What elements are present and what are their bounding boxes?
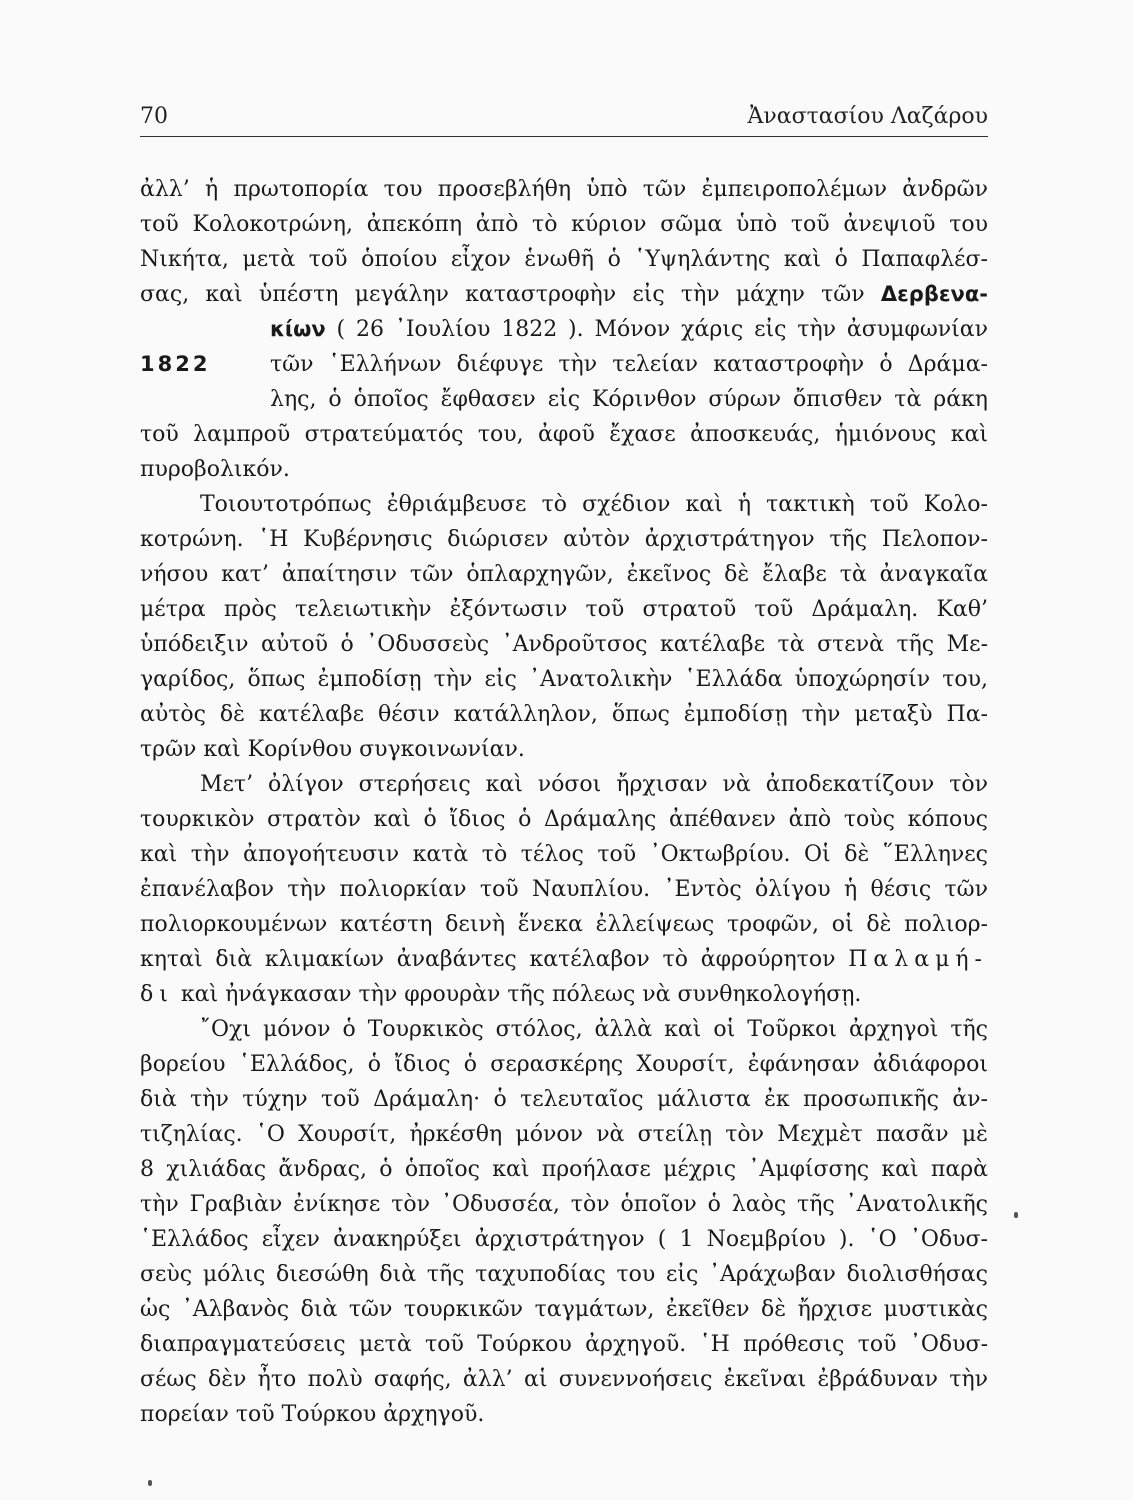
text-line bbox=[140, 312, 988, 347]
ink-speck bbox=[148, 1480, 152, 1486]
text-segment: ( 26 ᾿Ιουλίου 1822 ). Μόνον χάρις εἰς τὴν ἀσυμφωνίαν bbox=[325, 317, 988, 342]
text-line bbox=[140, 347, 988, 382]
text-line: τρῶν καὶ Κορίνθου συγκοινωνίαν. bbox=[140, 737, 525, 762]
text-line: διὰ τὴν τύχην τοῦ Δράμαλη· ὁ τελευταῖος μάλιστα ἐκ προσωπικῆς ἀν- bbox=[140, 1087, 988, 1112]
text-line: σεὺς μόλις διεσώθη διὰ τῆς ταχυποδίας του εἰς ᾿Αράχωβαν διολισθήσας bbox=[140, 1262, 988, 1287]
spaced-place-name: δι bbox=[140, 982, 174, 1007]
text-line: Νικήτα, μετὰ τοῦ ὁποίου εἶχον ἑνωθῆ ὁ ῾Υψηλάντης καὶ ὁ Παπαφλέσ- bbox=[140, 247, 988, 272]
text-line: λης, ὁ ὁποῖος ἔφθασεν εἰς Κόρινθον σύρων ὄπισθεν τὰ ράκη bbox=[270, 387, 988, 412]
running-title: Ἀναστασίου Λαζάρου bbox=[747, 104, 988, 129]
text-line: ῎Οχι μόνον ὁ Τουρκικὸς στόλος, ἀλλὰ καὶ οἱ Τοῦρκοι ἀρχηγοὶ τῆς bbox=[200, 1017, 988, 1042]
margin-year: 1822 bbox=[140, 352, 211, 376]
text-line: Μετ’ ὀλίγον στερήσεις καὶ νόσοι ἤρχισαν νὰ ἀποδεκατίζουν τὸν bbox=[200, 772, 988, 797]
text-segment: σας, καὶ ὑπέστη μεγάλην καταστροφὴν εἰς τὴν μάχην τῶν bbox=[140, 282, 881, 307]
text-line: ἐπανέλαβον τὴν πολιορκίαν τοῦ Ναυπλίου. ᾿Εντὸς ὀλίγου ἡ θέσις τῶν bbox=[140, 877, 988, 902]
spaced-place-name: Παλαμή- bbox=[848, 947, 988, 972]
text-line: αὐτὸς δὲ κατέλαβε θέσιν κατάλληλον, ὅπως ἐμποδίσῃ τὴν μεταξὺ Πα- bbox=[140, 702, 988, 727]
text-line: 8 χιλιάδας ἄνδρας, ὁ ὁποῖος καὶ προήλασε μέχρις ᾿Αμφίσσης καὶ παρὰ bbox=[140, 1157, 988, 1182]
text-segment: κηταὶ διὰ κλιμακίων ἀναβάντες κατέλαβον τὸ ἀφρούρητον bbox=[140, 947, 849, 972]
page-header bbox=[140, 104, 988, 129]
text-segment: τῶν ῾Ελλήνων διέφυγε τὴν τελείαν καταστροφὴν ὁ Δράμα- bbox=[270, 352, 988, 377]
text-line: τουρκικὸν στρατὸν καὶ ὁ ἴδιος ὁ Δράμαλης ἀπέθανεν ἀπὸ τοὺς κόπους bbox=[140, 807, 988, 832]
bold-place-name: Δερβενα- bbox=[880, 282, 988, 306]
text-line: τιζηλίας. ῾Ο Χουρσίτ, ἠρκέσθη μόνον νὰ στείλῃ τὸν Μεχμὲτ πασᾶν μὲ bbox=[140, 1122, 988, 1147]
text-line: τοῦ Κολοκοτρώνη, ἀπεκόπη ἀπὸ τὸ κύριον σῶμα ὑπὸ τοῦ ἀνεψιοῦ του bbox=[140, 212, 988, 237]
text-line: πολιορκουμένων κατέστη δεινὴ ἕνεκα ἐλλείψεως τροφῶν, οἱ δὲ πολιορ- bbox=[140, 912, 988, 937]
text-line: κοτρώνη. ῾Η Κυβέρνησις διώρισεν αὐτὸν ἀρχιστράτηγον τῆς Πελοπον- bbox=[140, 527, 988, 552]
text-line: μέτρα πρὸς τελειωτικὴν ἐξόντωσιν τοῦ στρατοῦ τοῦ Δράμαλη. Καθ’ bbox=[140, 597, 988, 622]
text-line: πορείαν τοῦ Τούρκου ἀρχηγοῦ. bbox=[140, 1402, 485, 1427]
text-line: ῾Ελλάδος εἶχεν ἀνακηρύξει ἀρχιστράτηγον ( 1 Νοεμβρίου ). ῾Ο ᾿Οδυσ- bbox=[140, 1227, 988, 1252]
text-line: Τοιουτοτρόπως ἐθριάμβευσε τὸ σχέδιον καὶ ἡ τακτικὴ τοῦ Κολο- bbox=[200, 492, 988, 517]
text-line: σέως δὲν ἦτο πολὺ σαφής, ἀλλ’ αἱ συνεννοήσεις ἐκεῖναι ἐβράδυναν τὴν bbox=[140, 1367, 988, 1392]
page-number: 70 bbox=[140, 104, 168, 129]
text-line: ἀλλ’ ἡ πρωτοπορία του προσεβλήθη ὑπὸ τῶν ἐμπειροπολέμων ἀνδρῶν bbox=[140, 177, 988, 202]
text-line: τοῦ λαμπροῦ στρατεύματός του, ἀφοῦ ἔχασε ἀποσκευάς, ἡμιόνους καὶ bbox=[140, 422, 988, 447]
text-line: ὑπόδειξιν αὐτοῦ ὁ ᾿Οδυσσεὺς ᾿Ανδροῦτσος κατέλαβε τὰ στενὰ τῆς Με- bbox=[140, 632, 988, 657]
text-line: τὴν Γραβιὰν ἐνίκησε τὸν ᾿Οδυσσέα, τὸν ὁποῖον ὁ λαὸς τῆς ᾿Ανατολικῆς bbox=[140, 1192, 988, 1217]
text-line: γαρίδος, ὅπως ἐμποδίσῃ τὴν εἰς ᾿Ανατολικὴν ῾Ελλάδα ὑποχώρησίν του, bbox=[140, 667, 988, 692]
text-line: βορείου ῾Ελλάδος, ὁ ἴδιος ὁ σερασκέρης Χουρσίτ, ἐφάνησαν ἀδιάφοροι bbox=[140, 1052, 988, 1077]
text-line bbox=[140, 977, 988, 1012]
text-line: ὡς ᾿Αλβανὸς διὰ τῶν τουρκικῶν ταγμάτων, ἐκεῖθεν δὲ ἤρχισε μυστικὰς bbox=[140, 1297, 988, 1322]
header-rule bbox=[140, 136, 988, 137]
text-line: νήσου κατ’ ἀπαίτησιν τῶν ὁπλαρχηγῶν, ἐκεῖνος δὲ ἔλαβε τὰ ἀναγκαῖα bbox=[140, 562, 988, 587]
text-line: διαπραγματεύσεις μετὰ τοῦ Τούρκου ἀρχηγοῦ. ῾Η πρόθεσις τοῦ ᾿Οδυσ- bbox=[140, 1332, 988, 1357]
bold-place-name: κίων bbox=[270, 317, 326, 341]
text-segment: καὶ ἠνάγκασαν τὴν φρουρὰν τῆς πόλεως νὰ συνθηκολογήσῃ. bbox=[173, 982, 862, 1007]
text-line: καὶ τὴν ἀπογοήτευσιν κατὰ τὸ τέλος τοῦ ᾿Οκτωβρίου. Οἱ δὲ ῞Ελληνες bbox=[140, 842, 988, 867]
text-line bbox=[140, 277, 988, 312]
text-line: πυροβολικόν. bbox=[140, 457, 290, 482]
body-text bbox=[140, 172, 988, 1432]
text-line bbox=[140, 942, 988, 977]
ink-speck bbox=[1014, 1212, 1018, 1218]
